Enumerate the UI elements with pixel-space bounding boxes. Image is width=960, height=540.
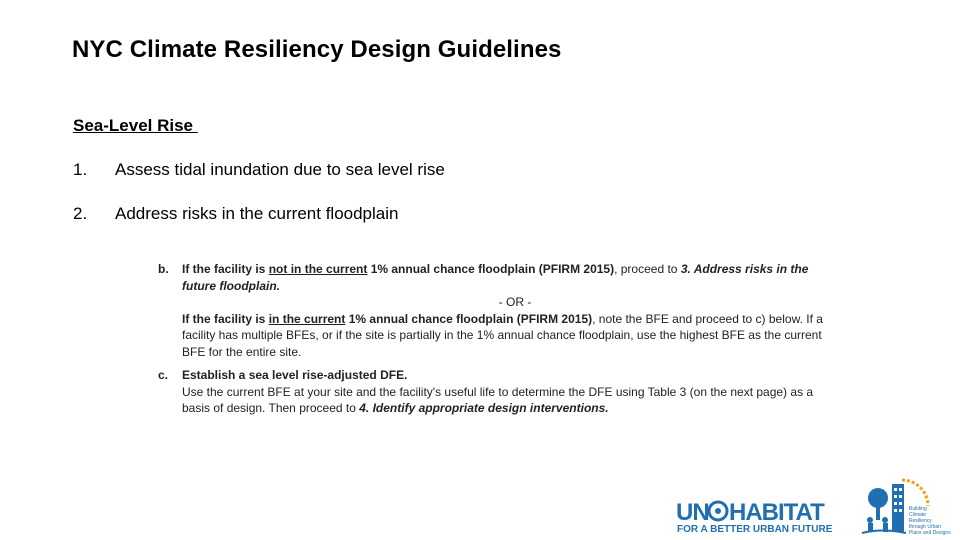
badge-line: Resiliency: [909, 518, 932, 524]
text-run: 1% annual chance floodplain (PFIRM 2015): [367, 262, 615, 276]
text-run: 4. Identify appropriate design interventions.: [359, 401, 609, 415]
step-number: 2.: [73, 204, 88, 223]
item-body: [182, 367, 828, 417]
text-run: If the facility is: [182, 311, 269, 326]
item-marker: c.: [158, 368, 169, 382]
section-heading: Sea-Level Rise: [73, 116, 198, 135]
text-run: If the facility is: [182, 262, 269, 276]
badge-line: through Urban: [909, 524, 941, 530]
svg-text:UN: UN: [676, 499, 709, 526]
un-habitat-logo: [676, 496, 836, 534]
step-text: Assess tidal inundation due to sea level rise: [115, 160, 445, 179]
sun-rays-icon: [902, 480, 928, 506]
resiliency-badge-logo: [862, 476, 951, 536]
svg-text:HABITAT: HABITAT: [729, 499, 824, 526]
steps-list: [73, 160, 445, 248]
step-number: 1.: [73, 160, 88, 179]
slide-title: NYC Climate Resiliency Design Guidelines: [72, 36, 562, 63]
text-run: not in the current: [268, 262, 368, 276]
item-marker: b.: [158, 262, 169, 276]
text-run: in the current: [268, 311, 346, 326]
people-icon: [867, 517, 873, 523]
step-item: [73, 160, 445, 182]
badge-line: Plans and Designs: [909, 530, 951, 536]
step-item: [73, 204, 445, 226]
text-run: Use the current BFE at your site and the facility's useful life to determine the DFE using Table 3 (on the next page) as a basis of design. Then proceed to: [182, 384, 814, 415]
excerpt-item-b: [158, 261, 828, 360]
building-icon: [892, 484, 904, 532]
or-divider: - OR -: [498, 295, 532, 309]
item-body-alt: [182, 311, 828, 361]
step-text: Address risks in the current floodplain: [115, 204, 399, 223]
text-run: 3. Address risks in the future floodplain.: [182, 262, 809, 293]
badge-line: Climate: [909, 512, 926, 518]
excerpt-item-c: [158, 367, 828, 417]
item-heading: Establish a sea level rise-adjusted DFE.: [182, 368, 408, 382]
un-habitat-tagline: FOR A BETTER URBAN FUTURE: [677, 524, 833, 535]
text-run: , note the BFE and proceed to c) below. If a facility has multiple BFEs, or if the site is partially in the 1% annual chance floodplain, use the highest BFE as the current BFE for the entire site.: [182, 311, 823, 359]
item-body: [182, 261, 828, 360]
badge-line: Building: [909, 506, 927, 512]
tree-icon: [868, 488, 888, 508]
text-run: 1% annual chance floodplain (PFIRM 2015): [345, 311, 593, 326]
guideline-excerpt-image: [158, 261, 828, 417]
text-run: , proceed to: [614, 262, 681, 276]
